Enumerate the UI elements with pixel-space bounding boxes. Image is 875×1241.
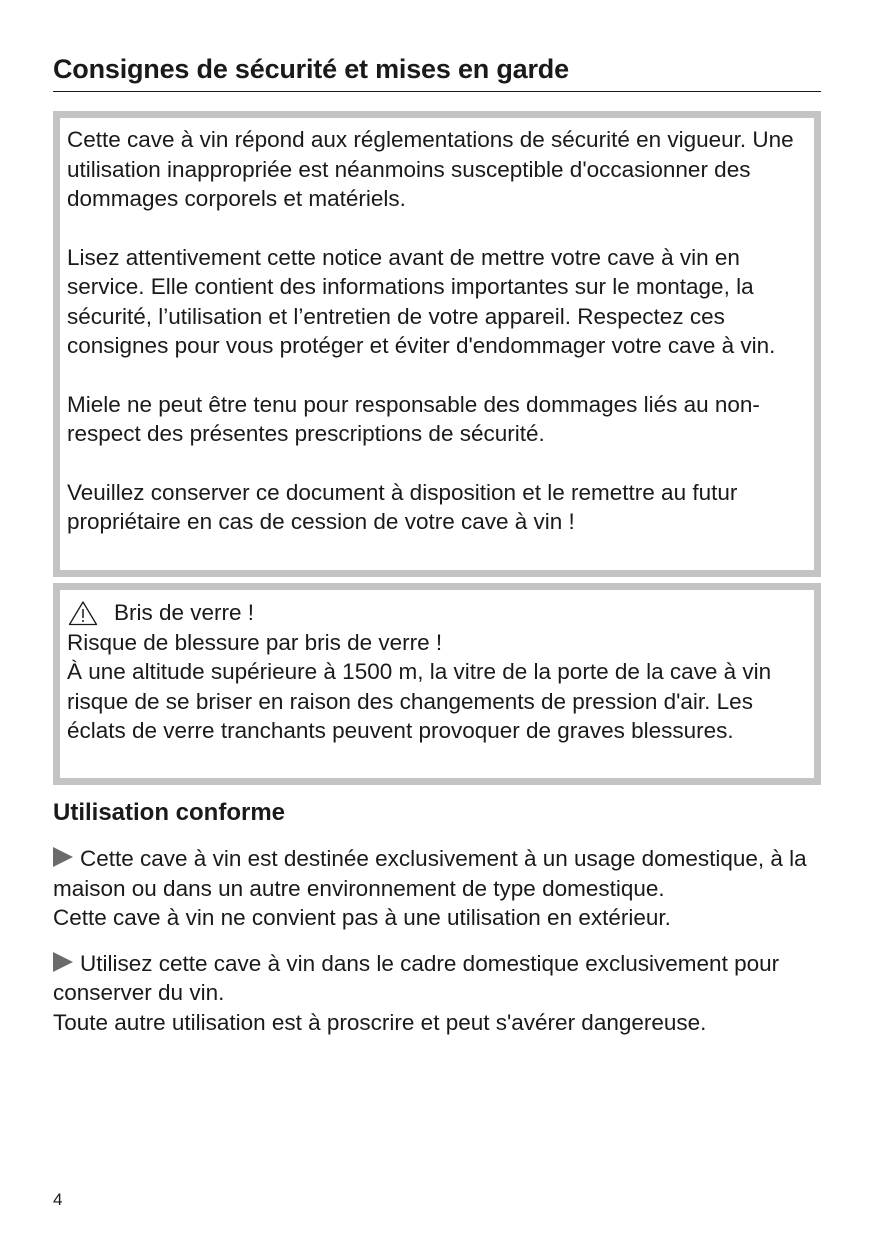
list-item-text: Cette cave à vin est destinée exclusivement à un usage domestique, à la maison ou dans un autre environnement de type domestique.	[53, 846, 807, 901]
safety-notice-box	[53, 111, 821, 577]
list-item-note: Toute autre utilisation est à proscrire et peut s'avérer dangereuse.	[53, 1009, 707, 1035]
warning-heading-line	[67, 598, 806, 628]
list-item-note: Cette cave à vin ne convient pas à une utilisation en extérieur.	[53, 905, 671, 930]
warning-line: À une altitude supérieure à 1500 m, la vitre de la porte de la cave à vin risque de se briser en raison des changements de pression d'air. Les éclats de verre tranchants peuvent provoquer de graves blessures.	[67, 659, 772, 743]
warning-triangle-icon	[68, 600, 98, 626]
list-item-text: Utilisez cette cave à vin dans le cadre domestique exclusivement pour conserver du vin.	[53, 950, 780, 1005]
notice-paragraph: Miele ne peut être tenu pour responsable des dommages liés au non-respect des présentes prescriptions de sécurité.	[67, 391, 760, 446]
notice-paragraph: Cette cave à vin répond aux réglementations de sécurité en vigueur. Une utilisation inappropriée est néanmoins susceptible d'occasionner des dommages corporels et matériels.	[67, 127, 794, 211]
warning-line: Risque de blessure par bris de verre !	[67, 629, 443, 655]
page-number: 4	[53, 1190, 63, 1209]
triangle-bullet-icon	[53, 952, 73, 972]
glass-breakage-warning-box	[53, 583, 821, 785]
list-item	[53, 949, 821, 1038]
notice-paragraph: Veuillez conserver ce document à disposition et le remettre au futur propriétaire en cas de cession de votre cave à vin !	[67, 479, 738, 534]
warning-heading: Bris de verre !	[114, 600, 255, 625]
triangle-bullet-icon	[53, 847, 73, 867]
list-item	[53, 844, 821, 933]
section-title: Utilisation conforme	[53, 799, 286, 826]
page-title: Consignes de sécurité et mises en garde	[53, 51, 821, 92]
notice-paragraph: Lisez attentivement cette notice avant de mettre votre cave à vin en service. Elle contient des informations importantes sur le montage, la sécurité, l’utilisation et l’entretien de votre appareil. Respectez ces consignes pour vous protéger et éviter d'endommager votre cave à vin.	[67, 244, 776, 358]
intended-use-list	[53, 844, 821, 1037]
